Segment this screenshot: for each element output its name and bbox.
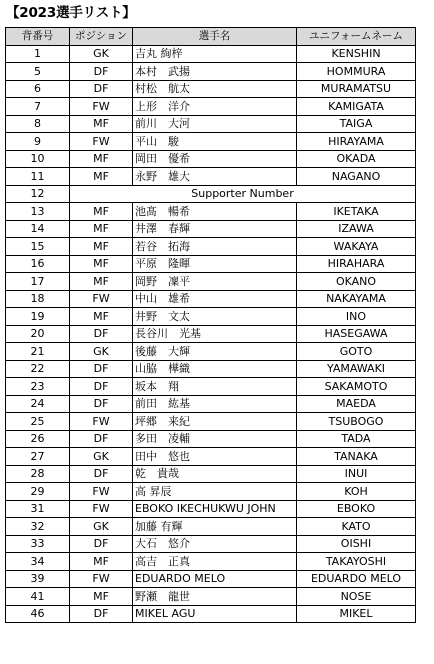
uniform-name-cell: INUI (297, 465, 416, 483)
table-row (6, 115, 416, 133)
player-name-cell: 田中 悠也 (133, 448, 297, 466)
position-cell: FW (70, 133, 133, 151)
table-row (6, 185, 416, 203)
uniform-name-cell: TAKAYOSHI (297, 553, 416, 571)
table-row (6, 45, 416, 63)
jersey-number-cell: 17 (6, 273, 70, 291)
player-name-cell: 前田 紘基 (133, 395, 297, 413)
table-row (6, 535, 416, 553)
position-cell: DF (70, 325, 133, 343)
player-name-cell: 坪郷 来紀 (133, 413, 297, 431)
header-number: 背番号 (6, 28, 70, 46)
table-row (6, 483, 416, 501)
uniform-name-cell: HOMMURA (297, 63, 416, 81)
jersey-number-cell: 6 (6, 80, 70, 98)
table-row (6, 413, 416, 431)
uniform-name-cell: TAIGA (297, 115, 416, 133)
table-row (6, 465, 416, 483)
table-row (6, 430, 416, 448)
position-cell: DF (70, 378, 133, 396)
position-cell: FW (70, 413, 133, 431)
jersey-number-cell: 8 (6, 115, 70, 133)
position-cell: DF (70, 360, 133, 378)
uniform-name-cell: TANAKA (297, 448, 416, 466)
jersey-number-cell: 7 (6, 98, 70, 116)
position-cell: MF (70, 308, 133, 326)
jersey-number-cell: 11 (6, 168, 70, 186)
uniform-name-cell: KATO (297, 518, 416, 536)
position-cell: DF (70, 63, 133, 81)
jersey-number-cell: 26 (6, 430, 70, 448)
table-row (6, 518, 416, 536)
position-cell: FW (70, 483, 133, 501)
jersey-number-cell: 39 (6, 570, 70, 588)
player-name-cell: 坂本 翔 (133, 378, 297, 396)
table-row (6, 133, 416, 151)
position-cell: DF (70, 80, 133, 98)
uniform-name-cell: EDUARDO MELO (297, 570, 416, 588)
uniform-name-cell: MIKEL (297, 605, 416, 623)
jersey-number-cell: 34 (6, 553, 70, 571)
table-row (6, 203, 416, 221)
jersey-number-cell: 12 (6, 185, 70, 203)
table-row (6, 500, 416, 518)
uniform-name-cell: KENSHIN (297, 45, 416, 63)
position-cell: GK (70, 45, 133, 63)
table-row (6, 360, 416, 378)
position-cell: FW (70, 290, 133, 308)
jersey-number-cell: 46 (6, 605, 70, 623)
position-cell: DF (70, 465, 133, 483)
header-uniform-name: ユニフォームネーム (297, 28, 416, 46)
position-cell: MF (70, 115, 133, 133)
uniform-name-cell: KOH (297, 483, 416, 501)
table-row (6, 570, 416, 588)
player-name-cell: 村松 航太 (133, 80, 297, 98)
position-cell: MF (70, 203, 133, 221)
position-cell: MF (70, 588, 133, 606)
position-cell: GK (70, 343, 133, 361)
roster-body (6, 45, 416, 623)
player-name-cell: 井澤 春輝 (133, 220, 297, 238)
supporter-number-cell: Supporter Number (70, 185, 416, 203)
player-name-cell: 後藤 大輝 (133, 343, 297, 361)
table-row (6, 98, 416, 116)
table-row (6, 588, 416, 606)
jersey-number-cell: 1 (6, 45, 70, 63)
roster-table (5, 27, 416, 623)
uniform-name-cell: WAKAYA (297, 238, 416, 256)
jersey-number-cell: 20 (6, 325, 70, 343)
uniform-name-cell: OISHI (297, 535, 416, 553)
jersey-number-cell: 25 (6, 413, 70, 431)
uniform-name-cell: EBOKO (297, 500, 416, 518)
player-name-cell: 中山 雄希 (133, 290, 297, 308)
position-cell: GK (70, 518, 133, 536)
uniform-name-cell: MAEDA (297, 395, 416, 413)
jersey-number-cell: 27 (6, 448, 70, 466)
player-name-cell: 平原 隆暉 (133, 255, 297, 273)
player-name-cell: 長谷川 光基 (133, 325, 297, 343)
jersey-number-cell: 23 (6, 378, 70, 396)
player-name-cell: 池髙 暢希 (133, 203, 297, 221)
player-name-cell: EBOKO IKECHUKWU JOHN (133, 500, 297, 518)
jersey-number-cell: 14 (6, 220, 70, 238)
jersey-number-cell: 19 (6, 308, 70, 326)
jersey-number-cell: 31 (6, 500, 70, 518)
player-name-cell: 吉丸 絢梓 (133, 45, 297, 63)
uniform-name-cell: GOTO (297, 343, 416, 361)
position-cell: FW (70, 570, 133, 588)
player-name-cell: MIKEL AGU (133, 605, 297, 623)
position-cell: FW (70, 500, 133, 518)
table-row (6, 220, 416, 238)
uniform-name-cell: TSUBOGO (297, 413, 416, 431)
position-cell: DF (70, 395, 133, 413)
jersey-number-cell: 9 (6, 133, 70, 151)
table-row (6, 238, 416, 256)
jersey-number-cell: 41 (6, 588, 70, 606)
jersey-number-cell: 33 (6, 535, 70, 553)
position-cell: GK (70, 448, 133, 466)
player-name-cell: 高 昇辰 (133, 483, 297, 501)
position-cell: MF (70, 168, 133, 186)
position-cell: DF (70, 535, 133, 553)
jersey-number-cell: 16 (6, 255, 70, 273)
table-row (6, 308, 416, 326)
uniform-name-cell: IKETAKA (297, 203, 416, 221)
uniform-name-cell: TADA (297, 430, 416, 448)
player-name-cell: 大石 悠介 (133, 535, 297, 553)
position-cell: MF (70, 238, 133, 256)
player-name-cell: 前川 大河 (133, 115, 297, 133)
table-row (6, 290, 416, 308)
player-name-cell: 山脇 樺織 (133, 360, 297, 378)
table-row (6, 605, 416, 623)
player-name-cell: EDUARDO MELO (133, 570, 297, 588)
header-player-name: 選手名 (133, 28, 297, 46)
player-name-cell: 井野 文太 (133, 308, 297, 326)
uniform-name-cell: SAKAMOTO (297, 378, 416, 396)
table-row (6, 343, 416, 361)
uniform-name-cell: KAMIGATA (297, 98, 416, 116)
jersey-number-cell: 22 (6, 360, 70, 378)
position-cell: MF (70, 273, 133, 291)
player-name-cell: 加藤 有輝 (133, 518, 297, 536)
table-row (6, 63, 416, 81)
position-cell: FW (70, 98, 133, 116)
position-cell: MF (70, 255, 133, 273)
table-row (6, 255, 416, 273)
uniform-name-cell: HIRAHARA (297, 255, 416, 273)
uniform-name-cell: NAGANO (297, 168, 416, 186)
position-cell: DF (70, 430, 133, 448)
table-row (6, 448, 416, 466)
player-name-cell: 若谷 拓海 (133, 238, 297, 256)
jersey-number-cell: 18 (6, 290, 70, 308)
uniform-name-cell: OKANO (297, 273, 416, 291)
jersey-number-cell: 21 (6, 343, 70, 361)
table-row (6, 378, 416, 396)
player-name-cell: 岡田 優希 (133, 150, 297, 168)
jersey-number-cell: 10 (6, 150, 70, 168)
jersey-number-cell: 15 (6, 238, 70, 256)
player-name-cell: 岡野 凜平 (133, 273, 297, 291)
uniform-name-cell: IZAWA (297, 220, 416, 238)
uniform-name-cell: HIRAYAMA (297, 133, 416, 151)
position-cell: MF (70, 220, 133, 238)
uniform-name-cell: NOSE (297, 588, 416, 606)
header-row (6, 28, 416, 46)
table-row (6, 553, 416, 571)
uniform-name-cell: YAMAWAKI (297, 360, 416, 378)
player-name-cell: 平山 駿 (133, 133, 297, 151)
player-name-cell: 本村 武揚 (133, 63, 297, 81)
table-row (6, 168, 416, 186)
uniform-name-cell: NAKAYAMA (297, 290, 416, 308)
jersey-number-cell: 24 (6, 395, 70, 413)
player-name-cell: 野瀬 龍世 (133, 588, 297, 606)
player-name-cell: 乾 貴哉 (133, 465, 297, 483)
jersey-number-cell: 5 (6, 63, 70, 81)
jersey-number-cell: 13 (6, 203, 70, 221)
uniform-name-cell: MURAMATSU (297, 80, 416, 98)
player-name-cell: 上形 洋介 (133, 98, 297, 116)
position-cell: MF (70, 553, 133, 571)
jersey-number-cell: 28 (6, 465, 70, 483)
table-row (6, 395, 416, 413)
table-row (6, 273, 416, 291)
table-row (6, 150, 416, 168)
uniform-name-cell: OKADA (297, 150, 416, 168)
jersey-number-cell: 32 (6, 518, 70, 536)
position-cell: DF (70, 605, 133, 623)
position-cell: MF (70, 150, 133, 168)
player-name-cell: 永野 雄大 (133, 168, 297, 186)
page-title: 【2023選手リスト】 (6, 5, 136, 21)
table-row (6, 325, 416, 343)
jersey-number-cell: 29 (6, 483, 70, 501)
uniform-name-cell: INO (297, 308, 416, 326)
header-position: ポジション (70, 28, 133, 46)
player-name-cell: 高吉 正真 (133, 553, 297, 571)
player-name-cell: 多田 凌輔 (133, 430, 297, 448)
uniform-name-cell: HASEGAWA (297, 325, 416, 343)
table-row (6, 80, 416, 98)
